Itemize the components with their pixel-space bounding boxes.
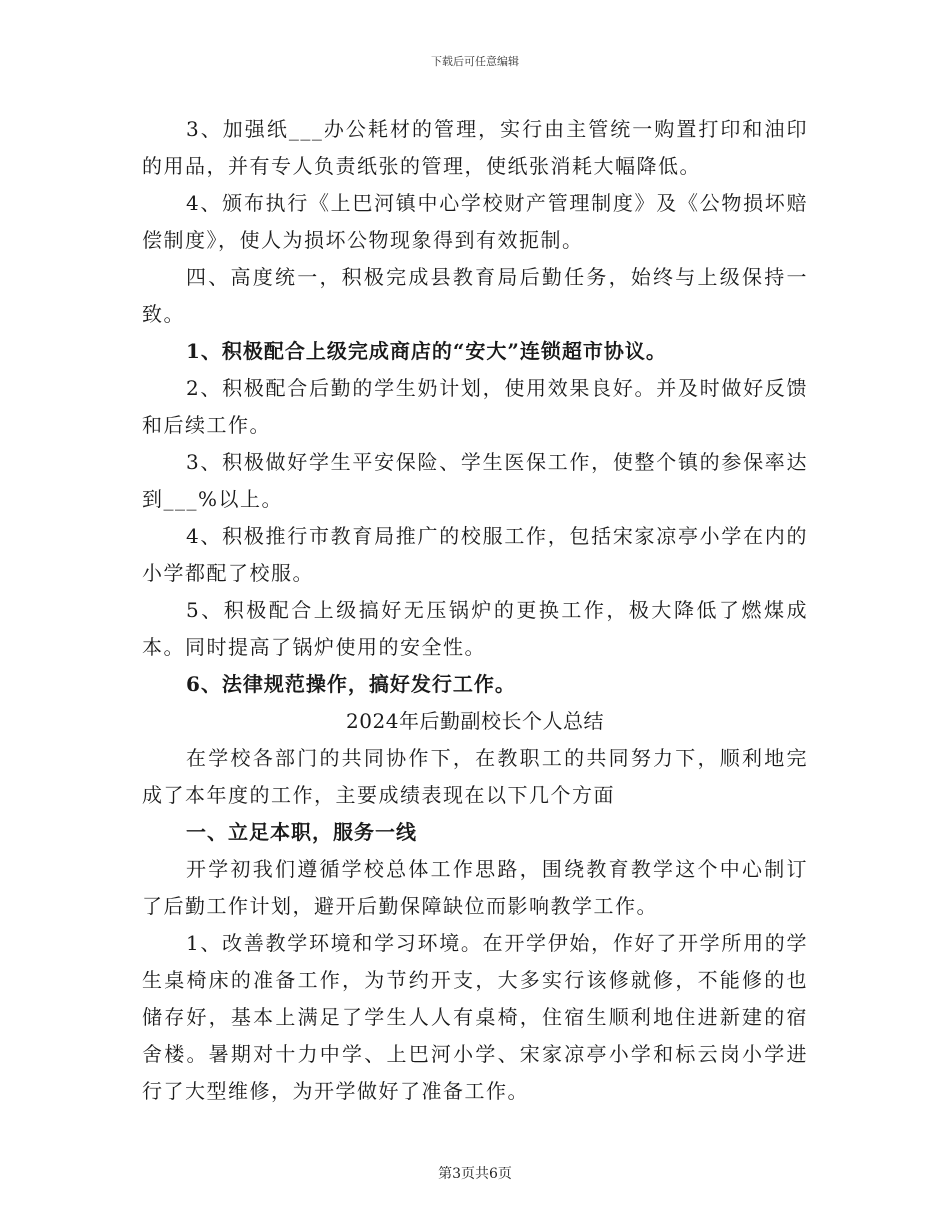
- paragraph-boiler: 5、积极配合上级搞好无压锅炉的更换工作，极大降低了燃煤成本。同时提高了锅炉使用的安全性。: [142, 598, 808, 659]
- paragraph-property-rules: 4、颁布执行《上巴河镇中心学校财产管理制度》及《公物损坏赔偿制度》，使人为损坏公物现象得到有效扼制。: [142, 191, 808, 252]
- document-body: [142, 111, 808, 1110]
- header-note: 下载后可任意编辑: [431, 55, 519, 68]
- document-title: 2024年后勤副校长个人总结: [346, 709, 604, 733]
- paragraph-insurance: 3、积极做好学生平安保险、学生医保工作，使整个镇的参保率达到___%以上。: [142, 450, 808, 511]
- paragraph-milk-plan: 2、积极配合后勤的学生奶计划，使用效果良好。并及时做好反馈和后续工作。: [142, 376, 808, 437]
- section-heading-one: 一、立足本职，服务一线: [186, 820, 417, 844]
- paragraph-uniforms: 4、积极推行市教育局推广的校服工作，包括宋家凉亭小学在内的小学都配了校服。: [142, 524, 808, 585]
- paragraph-section-four: 四、高度统一，积极完成县教育局后勤任务，始终与上级保持一致。: [142, 265, 808, 326]
- paragraph-paper-supplies: 3、加强纸___办公耗材的管理，实行由主管统一购置打印和油印的用品，并有专人负责纸张的管理，使纸张消耗大幅降低。: [142, 117, 808, 178]
- paragraph-environment: 1、改善教学环境和学习环境。在开学伊始，作好了开学所用的学生桌椅床的准备工作，为节约开支，大多实行该修就修，不能修的也储存好，基本上满足了学生人人有桌椅，住宿生顺利地住进新建的宿舍楼。暑期对十力中学、上巴河小学、宋家凉亭小学和标云岗小学进行了大型维修，为开学做好了准备工作。: [142, 931, 808, 1103]
- paragraph-supermarket-agreement: 1、积极配合上级完成商店的“安大”连锁超市协议。: [186, 339, 667, 363]
- paragraph-legal-operation: 6、法律规范操作，搞好发行工作。: [186, 672, 516, 696]
- paragraph-intro: 在学校各部门的共同协作下，在教职工的共同努力下，顺利地完成了本年度的工作，主要成绩表现在以下几个方面: [142, 746, 808, 807]
- page-indicator: 第3页共6页: [438, 1166, 512, 1182]
- paragraph-work-plan: 开学初我们遵循学校总体工作思路，围绕教育教学这个中心制订了后勤工作计划，避开后勤保障缺位而影响教学工作。: [142, 857, 808, 918]
